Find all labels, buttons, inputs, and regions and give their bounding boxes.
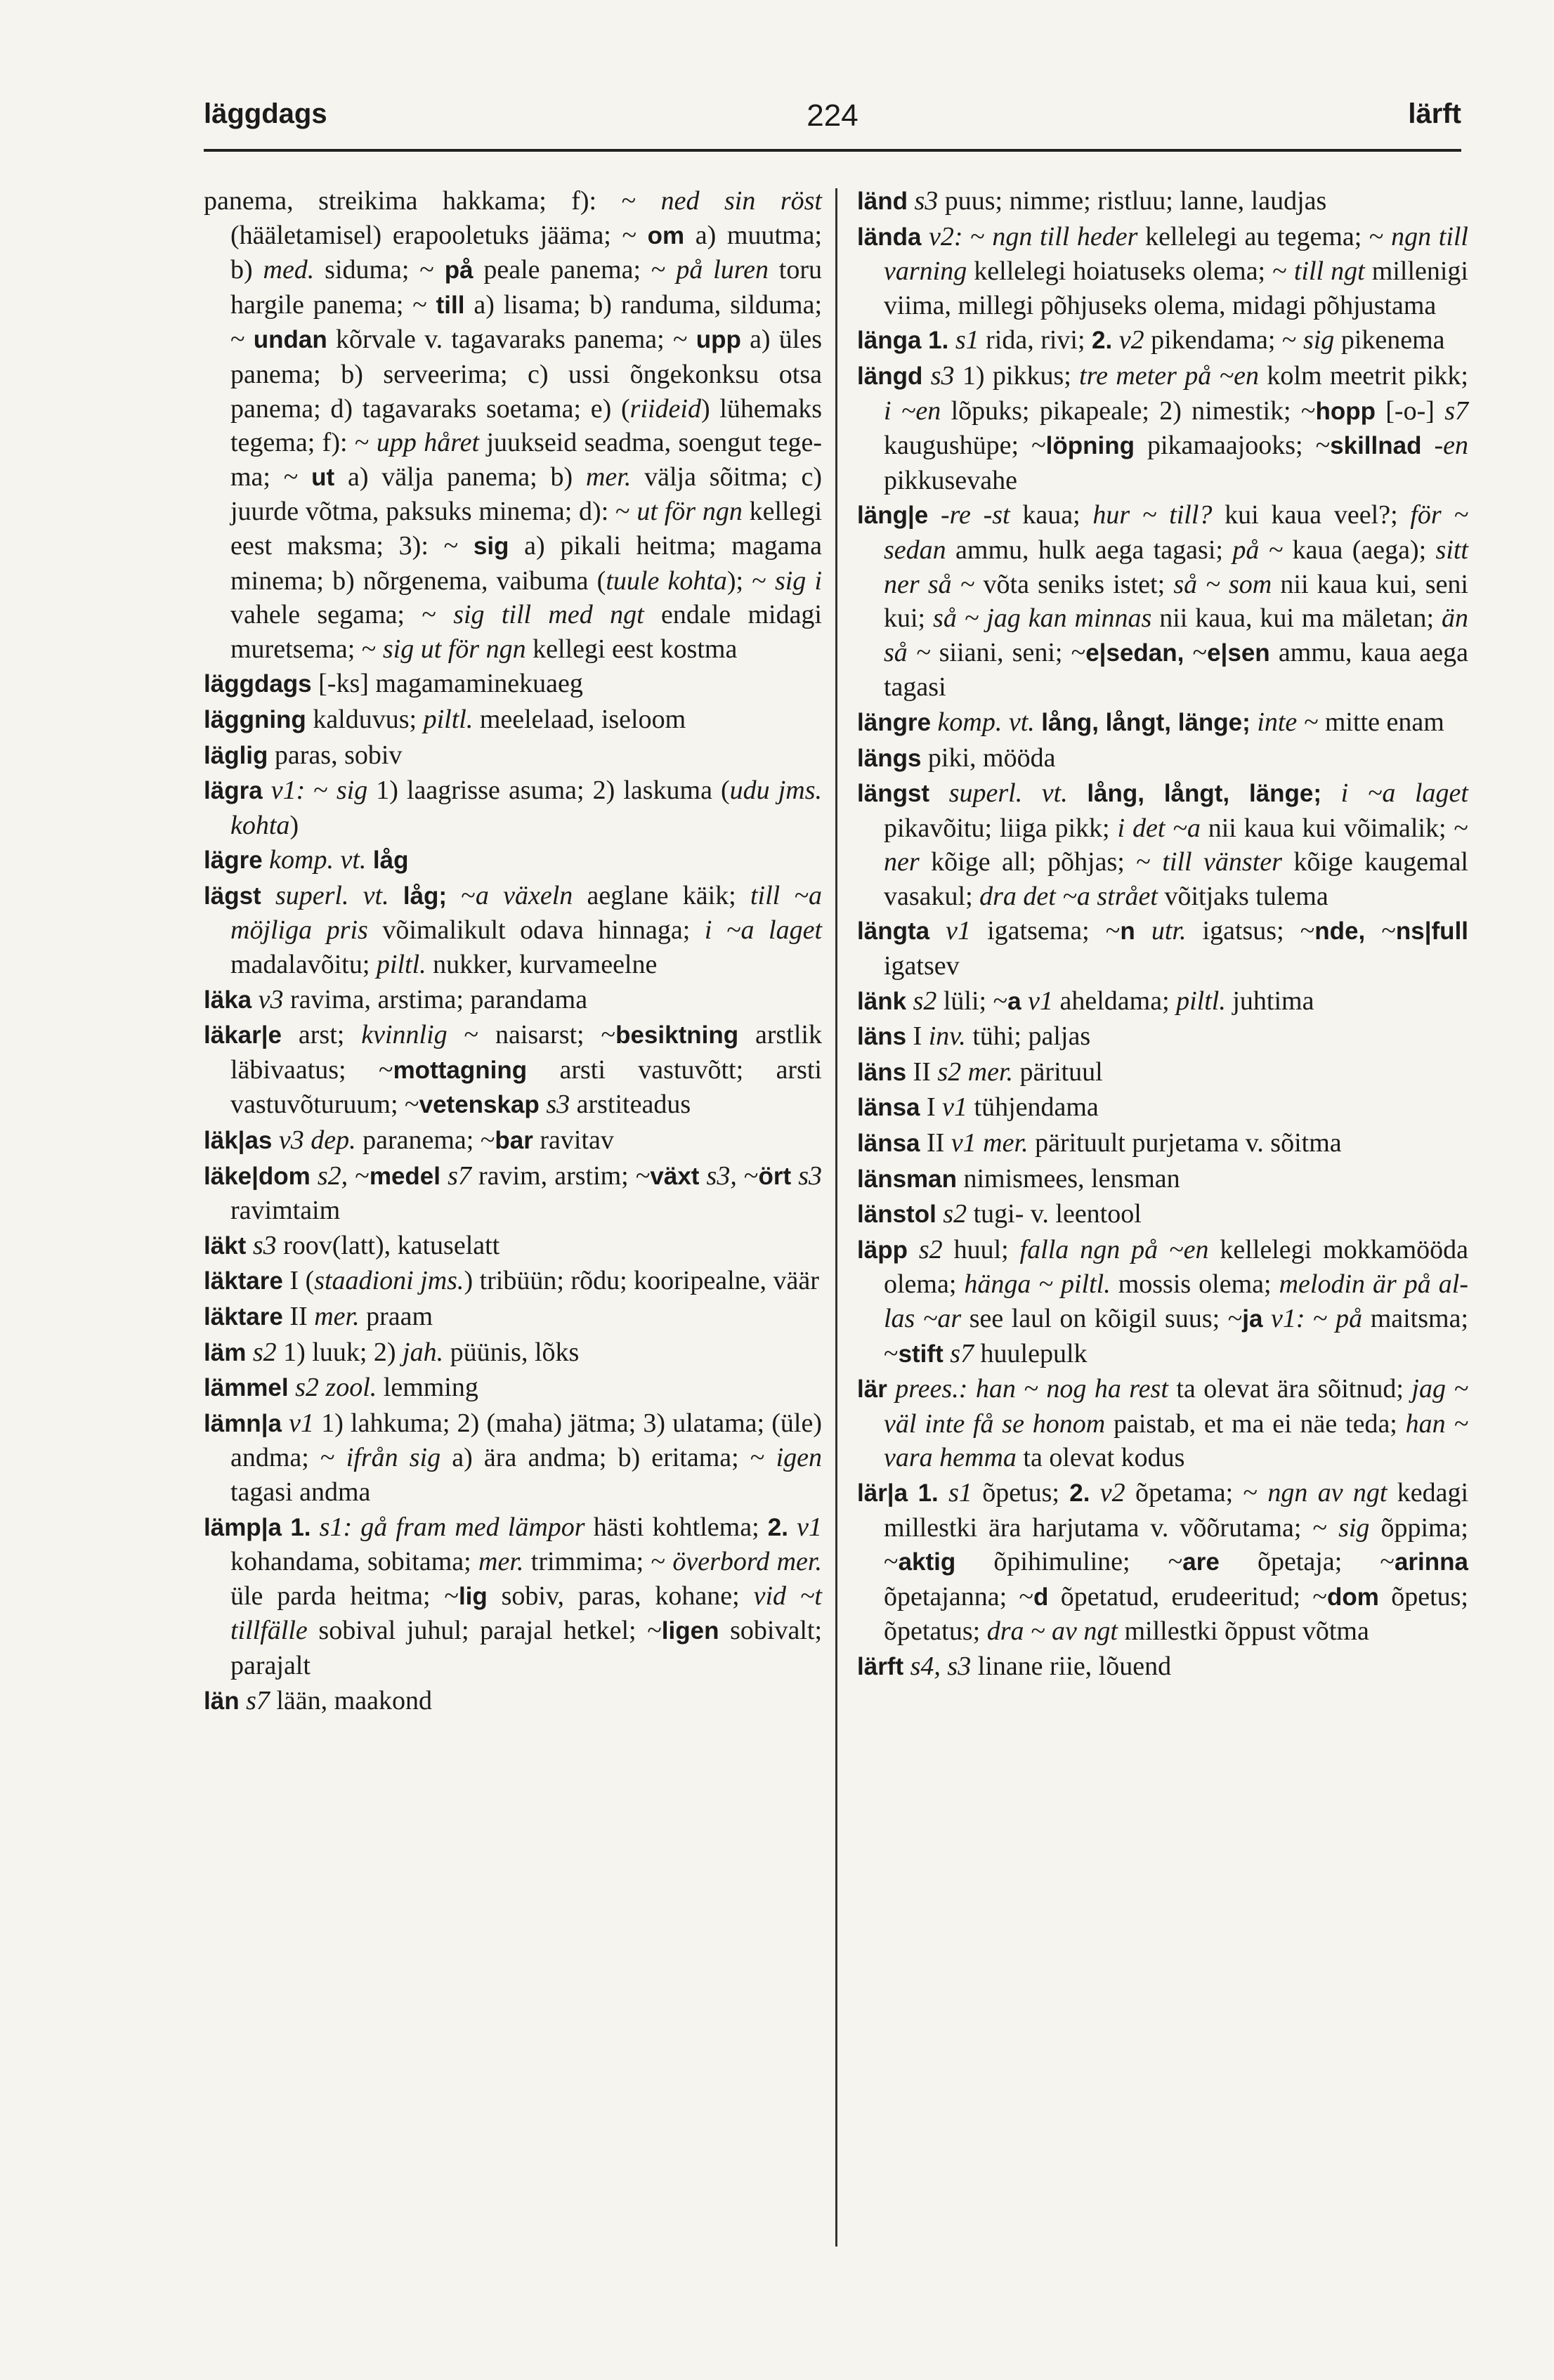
dictionary-entry: längd s3 1) pikkus; tre meter på ~en kolm meetrit pikk; i ~en lõpuks; pikapeale; 2) nimestik; ~hopp [-o-] s7 kaugushüpe; ~löpning pikamaajooks; ~skillnad -en pikkusevahe [857, 360, 1468, 495]
dictionary-entry: längst superl. vt. lång, långt, länge; i ~a laget pikavõitu; liiga pikk; i det ~a nii kaua kui võimalik; ~ ner kõige all; põhjas; ~ till vänster kõige kaugemal vasakul; dra det ~a strået võitjaks tulema [857, 778, 1468, 911]
dictionary-entry: läm s2 1) luuk; 2) jah. püünis, lõks [204, 1337, 580, 1367]
left-column [204, 184, 822, 1719]
dictionary-entry: läkt s3 roov(latt), katuselatt [204, 1230, 500, 1260]
dictionary-entry: läka v3 ravima, arstima; parandama [204, 984, 588, 1014]
dictionary-entry: länstol s2 tugi- v. leentool [857, 1199, 1142, 1229]
dictionary-entry: lägre komp. vt. låg [204, 845, 409, 875]
right-column [857, 184, 1468, 1685]
dictionary-entry: läk|as v3 dep. paranema; ~bar ravitav [204, 1125, 614, 1156]
dictionary-entry: läggdags [-ks] magamaminekuaeg [204, 669, 583, 699]
dictionary-entry: lär|a 1. s1 õpetus; 2. v2 õpetama; ~ ngn av ngt kedagi millestki ära harjutama v. võõrutama; ~ sig õppima; ~aktig õpihimuline; ~are õpetaja; ~arinna õpetajanna; ~d õpetatud, erudeeritud; ~dom õpetus; õpetatus; dra ~ av ngt millestki õppust võtma [857, 1477, 1469, 1647]
dictionary-entry: lär prees.: han ~ nog ha rest ta olevat ära sõitnud; jag ~ väl inte få se honom paistab, et ma ei näe teda; han ~ vara hemma ta olevat kodus [857, 1374, 1469, 1473]
dictionary-entry: läktare I (staadioni jms.) tribüün; rõdu; kooripealne, väär [204, 1266, 819, 1296]
dictionary-entry: lägra v1: ~ sig 1) laagrisse asuma; 2) laskuma (udu jms. kohta) [204, 776, 823, 840]
page-number: 224 [807, 98, 858, 133]
dictionary-entry: lända v2: ~ ngn till heder kellelegi au tegema; ~ ngn till varning kellelegi hoiatuseks olema; ~ till ngt millenigi viima, millegi põhjuseks olema, midagi põhjustama [857, 221, 1468, 320]
running-header [204, 91, 1461, 148]
dictionary-entry: läktare II mer. praam [204, 1302, 433, 1331]
dictionary-entry: länsman nimismees, lensman [857, 1163, 1180, 1194]
dictionary-entry: läns II s2 mer. pärituul [857, 1057, 1103, 1087]
dictionary-entry: panema, streikima hakkama; f): ~ ned sin röst (hääletamisel) erapooletuks jääma; ~ om a) muutma; b) med. siduma; ~ på peale panema; ~ på luren toru hargile panema; ~ till a) lisama; b) randuma, silduma; ~ undan kõrvale v. tagavaraks panema; ~ upp a) üles panema; b) serveerima; c) ussi õngekonksu otsa panema; d) tagavaraks soetama; e) (riideid) lühemaks tegema; f): ~ upp håret juukseid seadma, soengut tegema; ~ ut a) välja panema; b) mer. välja sõitma; c) juurde võtma, paksuks minema; d): ~ ut för ngn kellegi eest maksma; 3): ~ sig a) pikali heitma; magama minema; b) nõrgenema, vaibuma (tuule kohta); ~ sig i vahele segama; ~ sig till med ngt endale midagi muretsema; ~ sig ut för ngn kellegi eest kostma [204, 186, 823, 664]
dictionary-entry: län s7 lään, maakond [204, 1685, 432, 1715]
header-last-headword: lärft [1408, 98, 1461, 129]
dictionary-entry: läggning kalduvus; piltl. meelelaad, iseloom [204, 704, 686, 734]
header-first-headword: läggdags [204, 98, 327, 129]
dictionary-entry: lärft s4, s3 linane riie, lõuend [857, 1651, 1172, 1681]
column-divider [835, 188, 837, 2247]
dictionary-entry: läns I inv. tühi; paljas [857, 1021, 1091, 1052]
dictionary-entry: länsa I v1 tühjendama [857, 1092, 1099, 1123]
dictionary-entry: längta v1 igatsema; ~n utr. igatsus; ~nde, ~ns|full igatsev [857, 916, 1469, 981]
dictionary-entry: läkar|e arst; kvinnlig ~ naisarst; ~besiktning arstlik läbivaatus; ~mottagning arsti vastuvõtt; arsti vastuvõturuum; ~vetenskap s3 arstiteadus [204, 1020, 822, 1120]
dictionary-entry: läglig paras, sobiv [204, 740, 403, 770]
dictionary-entry: länk s2 lüli; ~a v1 aheldama; piltl. juhtima [857, 986, 1314, 1016]
dictionary-entry: lämmel s2 zool. lemming [204, 1373, 478, 1403]
dictionary-entry: läpp s2 huul; falla ngn på ~en kellelegi mokkamööda olema; hänga ~ piltl. mossis olema; melodin är på allas ~ar see laul on kõigil suus; ~ja v1: ~ på maitsma; ~stift s7 huulepulk [857, 1234, 1469, 1368]
dictionary-entry: lägst superl. vt. låg; ~a växeln aeglane käik; till ~a möjliga pris võimalikult odava hinnaga; i ~a laget madalavõitu; piltl. nukker, kurvameelne [204, 880, 823, 980]
dictionary-entry: länd s3 puus; nimme; ristluu; lanne, laudjas [857, 186, 1327, 216]
dictionary-entry: lämp|a 1. s1: gå fram med lämpor hästi kohtlema; 2. v1 kohandama, sobitama; mer. trimmima; ~ överbord mer. üle parda heitma; ~lig sobiv, paras, kohane; vid ~t tillfälle sobival juhul; parajal hetkel; ~ligen sobivalt; parajalt [204, 1512, 823, 1680]
dictionary-entry: länsa II v1 mer. pärituult purjetama v. sõitma [857, 1128, 1342, 1158]
header-rule [204, 149, 1461, 152]
dictionary-entry: längre komp. vt. lång, långt, länge; inte ~ mitte enam [857, 707, 1444, 737]
dictionary-entry: lämn|a v1 1) lahkuma; 2) (maha) jätma; 3) ulatama; (üle) andma; ~ ifrån sig a) ära andma; b) eritama; ~ igen tagasi andma [204, 1408, 823, 1507]
dictionary-entry: läke|dom s2, ~medel s7 ravim, arstim; ~växt s3, ~ört s3 ravimtaim [204, 1160, 823, 1226]
dictionary-entry: längs piki, mööda [857, 743, 1056, 773]
dictionary-entry: läng|e -re -st kaua; hur ~ till? kui kaua veel?; för ~ sedan ammu, hulk aega tagasi; på ~ kaua (aega); sitt ner så ~ võta seniks istet; så ~ som nii kaua kui, seni kui; så ~ jag kan minnas nii kaua, kui ma mäletan; än så ~ siiani, seni; ~e|sedan, ~e|sen ammu, kaua aega tagasi [857, 500, 1469, 702]
dictionary-entry: länga 1. s1 rida, rivi; 2. v2 pikendama; ~ sig pikenema [857, 325, 1445, 355]
